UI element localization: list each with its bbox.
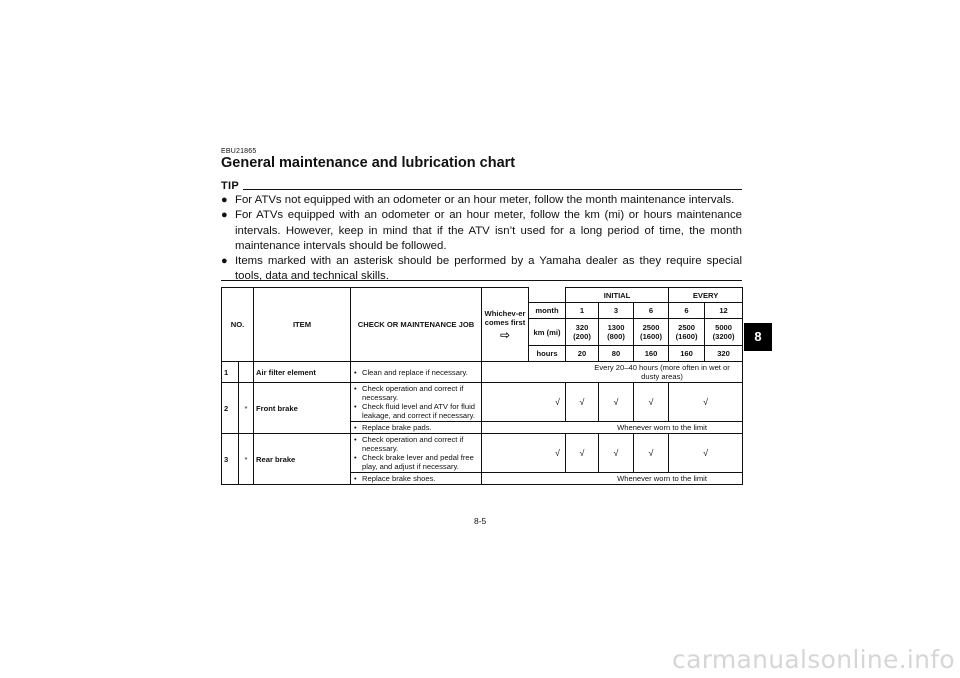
bullet-icon: • <box>354 453 357 462</box>
hours-value: 20 <box>566 346 599 362</box>
tip-item: ● Items marked with an asterisk should be performed by a Yamaha dealer as they require special tools, data and technical skills. <box>221 255 742 283</box>
check-mark: √ <box>566 383 599 422</box>
hours-value: 160 <box>669 346 705 362</box>
row-number: 2 <box>222 383 239 434</box>
header-initial: INITIAL <box>566 288 669 303</box>
bullet-icon: • <box>354 474 357 483</box>
page-title: General maintenance and lubrication chart <box>221 155 516 171</box>
tip-list <box>221 193 742 285</box>
row-job: • Replace brake pads. <box>351 422 482 434</box>
tip-header <box>221 180 742 192</box>
km-value: 1300 (800) <box>599 319 634 346</box>
km-value: 2500 (1600) <box>634 319 669 346</box>
check-mark: √ <box>599 434 634 473</box>
watermark: carmanualsonline.info <box>672 645 955 674</box>
header-job: CHECK OR MAINTENANCE JOB <box>351 288 482 362</box>
hours-value: 320 <box>705 346 743 362</box>
row-interval: Whenever worn to the limit <box>482 422 743 434</box>
row-item: Air filter element <box>254 362 351 383</box>
check-mark: √ <box>566 434 599 473</box>
row-number: 3 <box>222 434 239 485</box>
row-mark: * <box>239 434 254 485</box>
month-value: 1 <box>566 303 599 319</box>
header-km: km (mi) <box>529 319 566 346</box>
header-hours: hours <box>529 346 566 362</box>
km-value: 320 (200) <box>566 319 599 346</box>
header-no: NO. <box>222 288 254 362</box>
row-job: • Clean and replace if necessary. <box>351 362 482 383</box>
check-mark: √ <box>482 383 566 422</box>
check-mark: √ <box>482 434 566 473</box>
table-row <box>222 383 743 422</box>
hours-value: 160 <box>634 346 669 362</box>
row-interval: Whenever worn to the limit <box>482 473 743 485</box>
tip-label: TIP <box>221 180 240 192</box>
document-code: EBU21865 <box>221 148 257 155</box>
row-item: Rear brake <box>254 434 351 485</box>
tip-item: ● For ATVs equipped with an odometer or an hour meter, follow the km (mi) or hours maintenance intervals. However, keep in mind that if the ATV isn’t used for a long period of time, the month maintenance intervals should be followed. <box>221 209 742 252</box>
hours-value: 80 <box>599 346 634 362</box>
bullet-icon: • <box>354 367 357 377</box>
check-mark: √ <box>599 383 634 422</box>
header-blank <box>529 288 566 303</box>
km-value: 5000 (3200) <box>705 319 743 346</box>
tip-rule <box>243 189 742 190</box>
row-job: • Check operation and correct if necessary. • Check brake lever and pedal free play, and adjust if necessary. <box>351 434 482 473</box>
table-row <box>222 362 743 383</box>
chapter-tab: 8 <box>744 323 772 351</box>
bullet-icon: ● <box>221 209 228 222</box>
bullet-icon: ● <box>221 194 228 206</box>
bullet-icon: • <box>354 384 357 393</box>
row-interval: Every 20–40 hours (more often in wet or dusty areas) <box>482 362 743 383</box>
row-mark: * <box>239 383 254 434</box>
row-job: • Replace brake shoes. <box>351 473 482 485</box>
month-value: 12 <box>705 303 743 319</box>
page-number: 8-5 <box>474 516 487 526</box>
header-every: EVERY <box>669 288 743 303</box>
tip-item: ● For ATVs not equipped with an odometer or an hour meter, follow the month maintenance intervals. <box>221 193 742 208</box>
row-job: • Check operation and correct if necessary. • Check fluid level and ATV for fluid leakage, and correct if necessary. <box>351 383 482 422</box>
row-number: 1 <box>222 362 239 383</box>
row-item: Front brake <box>254 383 351 434</box>
check-mark: √ <box>634 434 669 473</box>
bullet-icon: ● <box>221 255 228 268</box>
check-mark: √ <box>669 434 743 473</box>
header-month: month <box>529 303 566 319</box>
km-value: 2500 (1600) <box>669 319 705 346</box>
row-mark <box>239 362 254 383</box>
check-mark: √ <box>634 383 669 422</box>
month-value: 6 <box>669 303 705 319</box>
arrow-right-icon: ⇨ <box>499 327 511 342</box>
maintenance-chart <box>221 287 743 485</box>
header-item: ITEM <box>254 288 351 362</box>
whichever-label: Whichev-er comes first <box>484 308 526 327</box>
tip-end-rule <box>221 280 742 281</box>
month-value: 3 <box>599 303 634 319</box>
month-value: 6 <box>634 303 669 319</box>
header-whichever <box>482 288 529 362</box>
bullet-icon: • <box>354 402 357 411</box>
bullet-icon: • <box>354 435 357 444</box>
table-row <box>222 434 743 473</box>
bullet-icon: • <box>354 423 357 432</box>
check-mark: √ <box>669 383 743 422</box>
